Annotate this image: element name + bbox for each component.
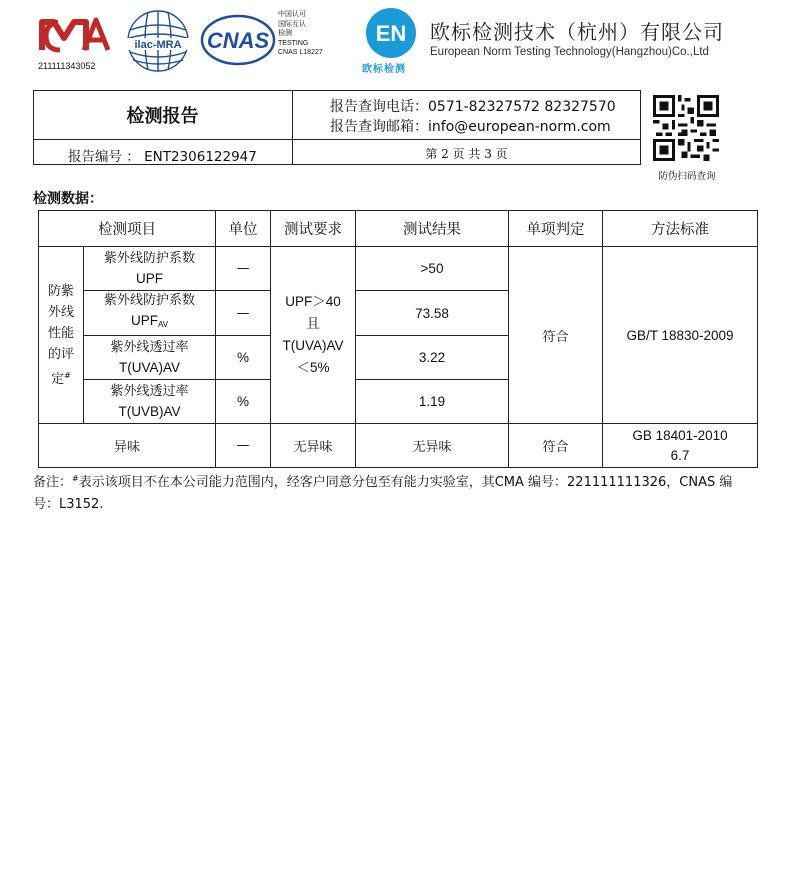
item-name: 紫外线透过率 T(UVA)AV [84,336,216,380]
table-row-odor [39,424,758,468]
item-name: 异味 [39,424,216,468]
result-cell: 73.58 [356,291,509,336]
ilac-mra-logo [124,8,192,74]
report-title: 检测报告 [126,105,199,127]
header-result: 测试结果 [356,211,509,247]
unit-cell: — [216,247,271,291]
company-name-cn: 欧标检测技术（杭州）有限公司 [430,20,724,44]
qr-code-icon[interactable] [653,95,719,161]
table-header-row [39,211,758,247]
judgement-cell: 符合 [509,424,603,468]
header-standard: 方法标准 [603,211,758,247]
logo-caption: 欧标检测 [362,64,406,75]
uv-judgement: 符合 [509,247,603,424]
cma-number: 211111343052 [38,61,96,71]
uv-requirement: UPF＞40 且 T(UVA)AV ＜5% [271,247,356,424]
header-requirement: 测试要求 [271,211,356,247]
company-name-en: European Norm Testing Technology(Hangzhou)Co.,Ltd [430,46,709,58]
uv-group-label: 防紫 外线 性能 的评 定# [39,247,84,424]
item-name: 紫外线防护系数 $UPF_{AV}$ [84,291,216,336]
en-logo-text: EN [375,21,407,46]
requirement-cell: 无异味 [271,424,356,468]
unit-cell: % [216,336,271,380]
test-data-table [38,210,758,468]
unit-cell: — [216,291,271,336]
page-indicator: 第 2 页 共 3 页 [425,147,508,161]
cnas-accreditation-text: 中国认可 国际互认 检测 TESTING CNAS L18227 [278,11,323,57]
report-number: 报告编号 ： ENT2306122947 [68,149,257,165]
cnas-logo [200,12,278,68]
standard-cell: GB 18401-2010 6.7 [603,424,758,468]
cnas-text: CNAS [206,28,270,53]
result-cell: 无异味 [356,424,509,468]
query-email: 报告查询邮箱：info@european-norm.com [330,119,611,135]
result-cell: >50 [356,247,509,291]
header-item: 检测项目 [39,211,216,247]
table-row [39,247,758,291]
result-cell: 3.22 [356,336,509,380]
item-name: 紫外线透过率 T(UVB)AV [84,380,216,424]
query-phone: 报告查询电话：0571-82327572 82327570 [330,99,616,115]
european-norm-logo [362,6,420,60]
cma-logo [38,12,110,60]
result-cell: 1.19 [356,380,509,424]
qr-caption: 防伪扫码查询 [658,171,716,182]
ilac-text: ilac-MRA [134,39,182,51]
remark-note: 备注：#表示该项目不在本公司能力范围内，经客户同意分包至有能力实验室，其CMA 编号：221111111326，CNAS 编号：L3152. [33,474,733,512]
unit-cell: — [216,424,271,468]
item-name: 紫外线防护系数 UPF [84,247,216,291]
unit-cell: % [216,380,271,424]
header-unit: 单位 [216,211,271,247]
divider [33,139,641,140]
header-judgement: 单项判定 [509,211,603,247]
section-title: 检测数据： [33,191,103,207]
uv-standard: GB/T 18830-2009 [603,247,758,424]
